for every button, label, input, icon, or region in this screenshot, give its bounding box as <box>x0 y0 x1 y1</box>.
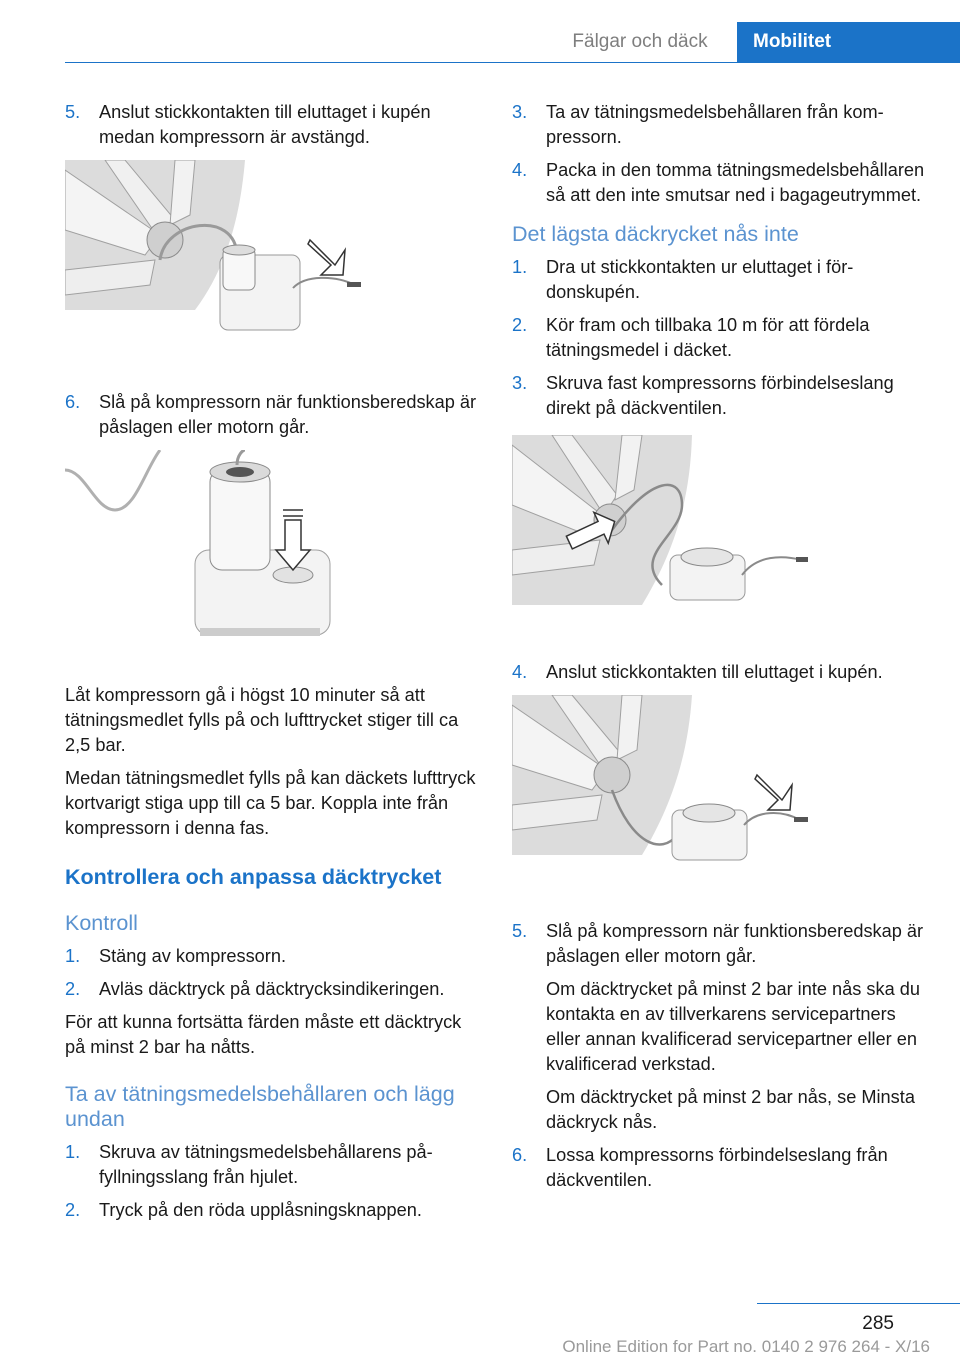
footer-divider <box>757 1303 960 1304</box>
paragraph: Låt kompressorn gå i högst 10 minuter så att tätningsmedlet fylls på och lufttrycket stiger till ca 2,5 bar. <box>65 685 459 755</box>
step-text: Slå på kompressorn när funktionsberedskap är påslagen eller motorn går. <box>546 921 924 966</box>
step-number: 6. <box>65 392 81 412</box>
edition-note: Online Edition for Part no. 0140 2 976 264 - X/16 <box>562 1337 930 1356</box>
step-number: 1. <box>512 257 528 277</box>
step-number: 5. <box>512 921 528 941</box>
paragraph: Medan tätningsmedlet fylls på kan däckets lufttryck kortvarigt stiga upp till ca 5 bar. Koppla inte från kompressorn i denna fas. <box>65 768 476 838</box>
section-tab-wheels-tyres[interactable]: Fälgar och däck <box>572 31 708 52</box>
step-number: 2. <box>512 315 528 335</box>
list-item <box>512 1143 928 1193</box>
step-number: 2. <box>65 979 81 999</box>
page-number: 285 <box>862 1313 894 1334</box>
subsection-heading: Det lägsta däckrycket nås inte <box>512 222 799 246</box>
step-number: 4. <box>512 662 528 682</box>
subsection-heading: Ta av tätningsmedelsbehållaren och lägg undan <box>65 1082 455 1131</box>
step-note: Om däcktrycket på minst 2 bar inte nås ska du kontakta en av tillverkarens servicepartners eller annan kvalificerad servicepartner eller en kvalificerad verkstad. <box>546 979 921 1074</box>
step-text: Skruva av tätningsmedelsbehållarens påfyllningsslang från hjulet. <box>99 1142 433 1187</box>
step-text: Kör fram och tillbaka 10 m för att fördela tätningsmedel i däcket. <box>546 315 870 360</box>
step-text: Anslut stickkontakten till eluttaget i kupén medan kompressorn är avstängd. <box>99 102 431 147</box>
list-item <box>512 100 928 150</box>
step-number: 4. <box>512 160 528 180</box>
list-item <box>65 944 481 969</box>
list-item <box>65 100 481 150</box>
list-item <box>65 1198 481 1223</box>
step-number: 3. <box>512 102 528 122</box>
header-divider <box>65 62 960 63</box>
list-item <box>65 390 481 440</box>
list-item <box>512 919 928 1135</box>
right-column <box>512 100 928 1201</box>
step-text: Slå på kompressorn när funktionsberedskap är påslagen eller motorn går. <box>99 392 477 437</box>
step-text: Anslut stickkontakten till eluttaget i kupén. <box>546 662 883 682</box>
list-item <box>65 977 481 1002</box>
step-note <box>546 1085 928 1135</box>
paragraph: För att kunna fortsätta färden måste ett däcktryck på minst 2 bar ha nåtts. <box>65 1012 462 1057</box>
list-item <box>512 158 928 208</box>
list-item <box>512 660 928 685</box>
section-tab-mobility[interactable]: Mobilitet <box>737 22 960 62</box>
step-note-text: Om däcktrycket på minst 2 bar nås, se Minsta däckryck nås. <box>546 1087 915 1132</box>
step-text: Skruva fast kompressorns förbindelseslang direkt på däckventilen. <box>546 373 894 418</box>
subsection-heading: Kontroll <box>65 911 138 935</box>
illustration-hose-to-valve <box>512 435 812 605</box>
list-item <box>512 255 928 305</box>
illustration-compressor-switch <box>65 450 365 645</box>
step-text: Tryck på den röda upplåsningsknappen. <box>99 1200 422 1220</box>
step-text: Lossa kompressorns förbindelseslang från däckventilen. <box>546 1145 888 1190</box>
step-number: 5. <box>65 102 81 122</box>
step-text: Dra ut stickkontakten ur eluttaget i fördonskupén. <box>546 257 854 302</box>
step-number: 2. <box>65 1200 81 1220</box>
step-number: 6. <box>512 1145 528 1165</box>
list-item <box>512 371 928 421</box>
illustration-plug-in-socket <box>65 160 365 350</box>
step-text: Ta av tätningsmedelsbehållaren från kompressorn. <box>546 102 884 147</box>
step-number: 3. <box>512 373 528 393</box>
step-number: 1. <box>65 946 81 966</box>
section-heading: Kontrollera och anpassa däcktrycket <box>65 865 442 889</box>
step-text: Stäng av kompressorn. <box>99 946 287 966</box>
illustration-plug-in-socket-2 <box>512 695 812 867</box>
step-text: Avläs däcktryck på däcktrycksindikeringen. <box>99 979 445 999</box>
list-item <box>65 1140 481 1190</box>
step-number: 1. <box>65 1142 81 1162</box>
list-item <box>512 313 928 363</box>
step-text: Packa in den tomma tätningsmedelsbehållaren så att den inte smutsar ned i bagageutrymmet. <box>546 160 925 205</box>
left-column <box>65 100 481 1231</box>
